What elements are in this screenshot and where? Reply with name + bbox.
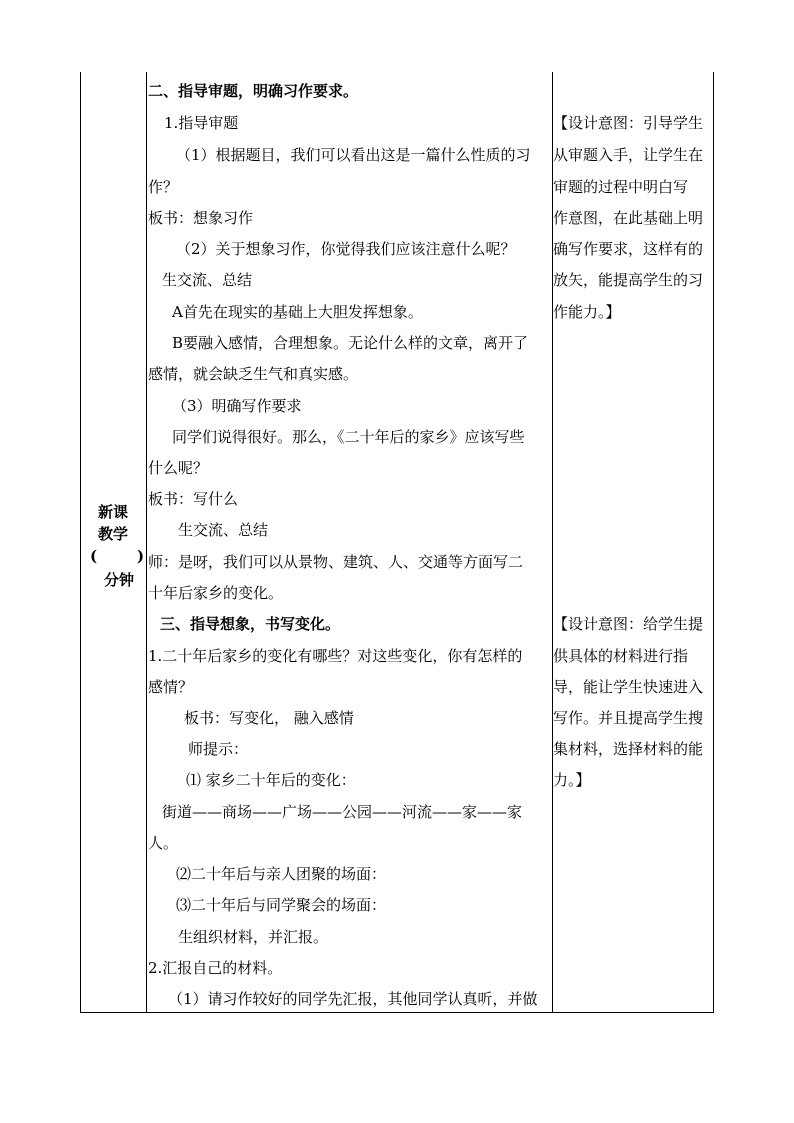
- table-border-right: [713, 72, 714, 1013]
- content-line: ⑴ 家乡二十年后的变化：: [186, 771, 356, 789]
- content-line: 板书：写变化， 融入感情: [184, 709, 354, 727]
- content-line: 感情，就会缺乏生气和真实感。: [148, 365, 359, 383]
- content-line: （1）请习作较好的同学先汇报，其他同学认真听，并做: [168, 990, 538, 1008]
- design-note-1-line: 作能力。】: [553, 303, 621, 321]
- content-line: 生交流、总结: [178, 521, 269, 539]
- section-label-line1: 新课: [97, 503, 128, 521]
- content-line: ⑶二十年后与同学聚会的场面：: [176, 896, 387, 914]
- content-line: 什么呢？: [148, 459, 209, 477]
- content-line: 师提示：: [188, 740, 249, 758]
- duration-unit: 分钟: [103, 571, 134, 589]
- content-line: 1.指导审题: [164, 114, 239, 132]
- design-note-2-line: 【设计意图：给学生提: [553, 615, 704, 633]
- content-line: 同学们说得很好。那么，《二十年后的家乡》应该写些: [172, 428, 525, 446]
- content-line: （3）明确写作要求: [172, 397, 302, 415]
- design-note-1-line: 放矢，能提高学生的习: [553, 271, 704, 289]
- design-note-2-line: 力。】: [553, 771, 591, 789]
- content-line: 人。: [148, 834, 179, 852]
- content-line: 作？: [148, 178, 179, 196]
- design-note-1-line: 从审题入手，让学生在: [553, 146, 704, 164]
- design-note-2-line: 供具体的材料进行指: [553, 647, 689, 665]
- content-line: （2）关于想象习作，你觉得我们应该注意什么呢？: [176, 240, 516, 258]
- content-line: B要融入感情，合理想象。无论什么样的文章，离开了: [172, 334, 529, 352]
- table-border-bottom: [80, 1012, 714, 1013]
- section-heading-3: 三、指导想象，书写变化。: [160, 615, 341, 633]
- content-line: 1.二十年后家乡的变化有哪些？对这些变化，你有怎样的: [148, 647, 523, 665]
- duration-paren-close: ): [137, 547, 145, 565]
- content-line: 十年后家乡的变化。: [148, 584, 284, 602]
- content-line: 板书：写什么: [148, 490, 239, 508]
- design-note-1-line: 审题的过程中明白写: [553, 178, 689, 196]
- design-note-2-line: 导，能让学生快速进入: [553, 678, 704, 696]
- content-line: 生组织材料，并汇报。: [178, 928, 329, 946]
- design-note-2-line: 集材料，选择材料的能: [553, 740, 704, 758]
- content-line: A首先在现实的基础上大胆发挥想象。: [172, 303, 423, 321]
- section-heading-2: 二、指导审题，明确习作要求。: [148, 82, 359, 100]
- content-line: 师：是呀，我们可以从景物、建筑、人、交通等方面写二: [148, 553, 524, 571]
- design-note-2-line: 写作。并且提高学生搜: [553, 709, 704, 727]
- lesson-plan-table: [80, 72, 714, 1013]
- design-note-1-line: 【设计意图：引导学生: [553, 114, 704, 132]
- design-note-1-line: 确写作要求，这样有的: [553, 240, 704, 258]
- content-line: 板书：想象习作: [148, 209, 254, 227]
- design-note-1-line: 作意图，在此基础上明: [553, 209, 704, 227]
- content-line: 街道——商场——广场——公园——河流——家——家: [162, 803, 523, 821]
- content-line: 感情？: [148, 678, 194, 696]
- content-line: 生交流、总结: [162, 271, 253, 289]
- content-line: （1）根据题目，我们可以看出这是一篇什么性质的习: [176, 146, 531, 164]
- duration-paren-open: (: [90, 547, 98, 565]
- content-line: 2.汇报自己的材料。: [148, 959, 283, 977]
- column-divider-left: [146, 72, 147, 1013]
- content-line: ⑵二十年后与亲人团聚的场面：: [176, 865, 387, 883]
- section-label-line2: 教学: [97, 525, 128, 543]
